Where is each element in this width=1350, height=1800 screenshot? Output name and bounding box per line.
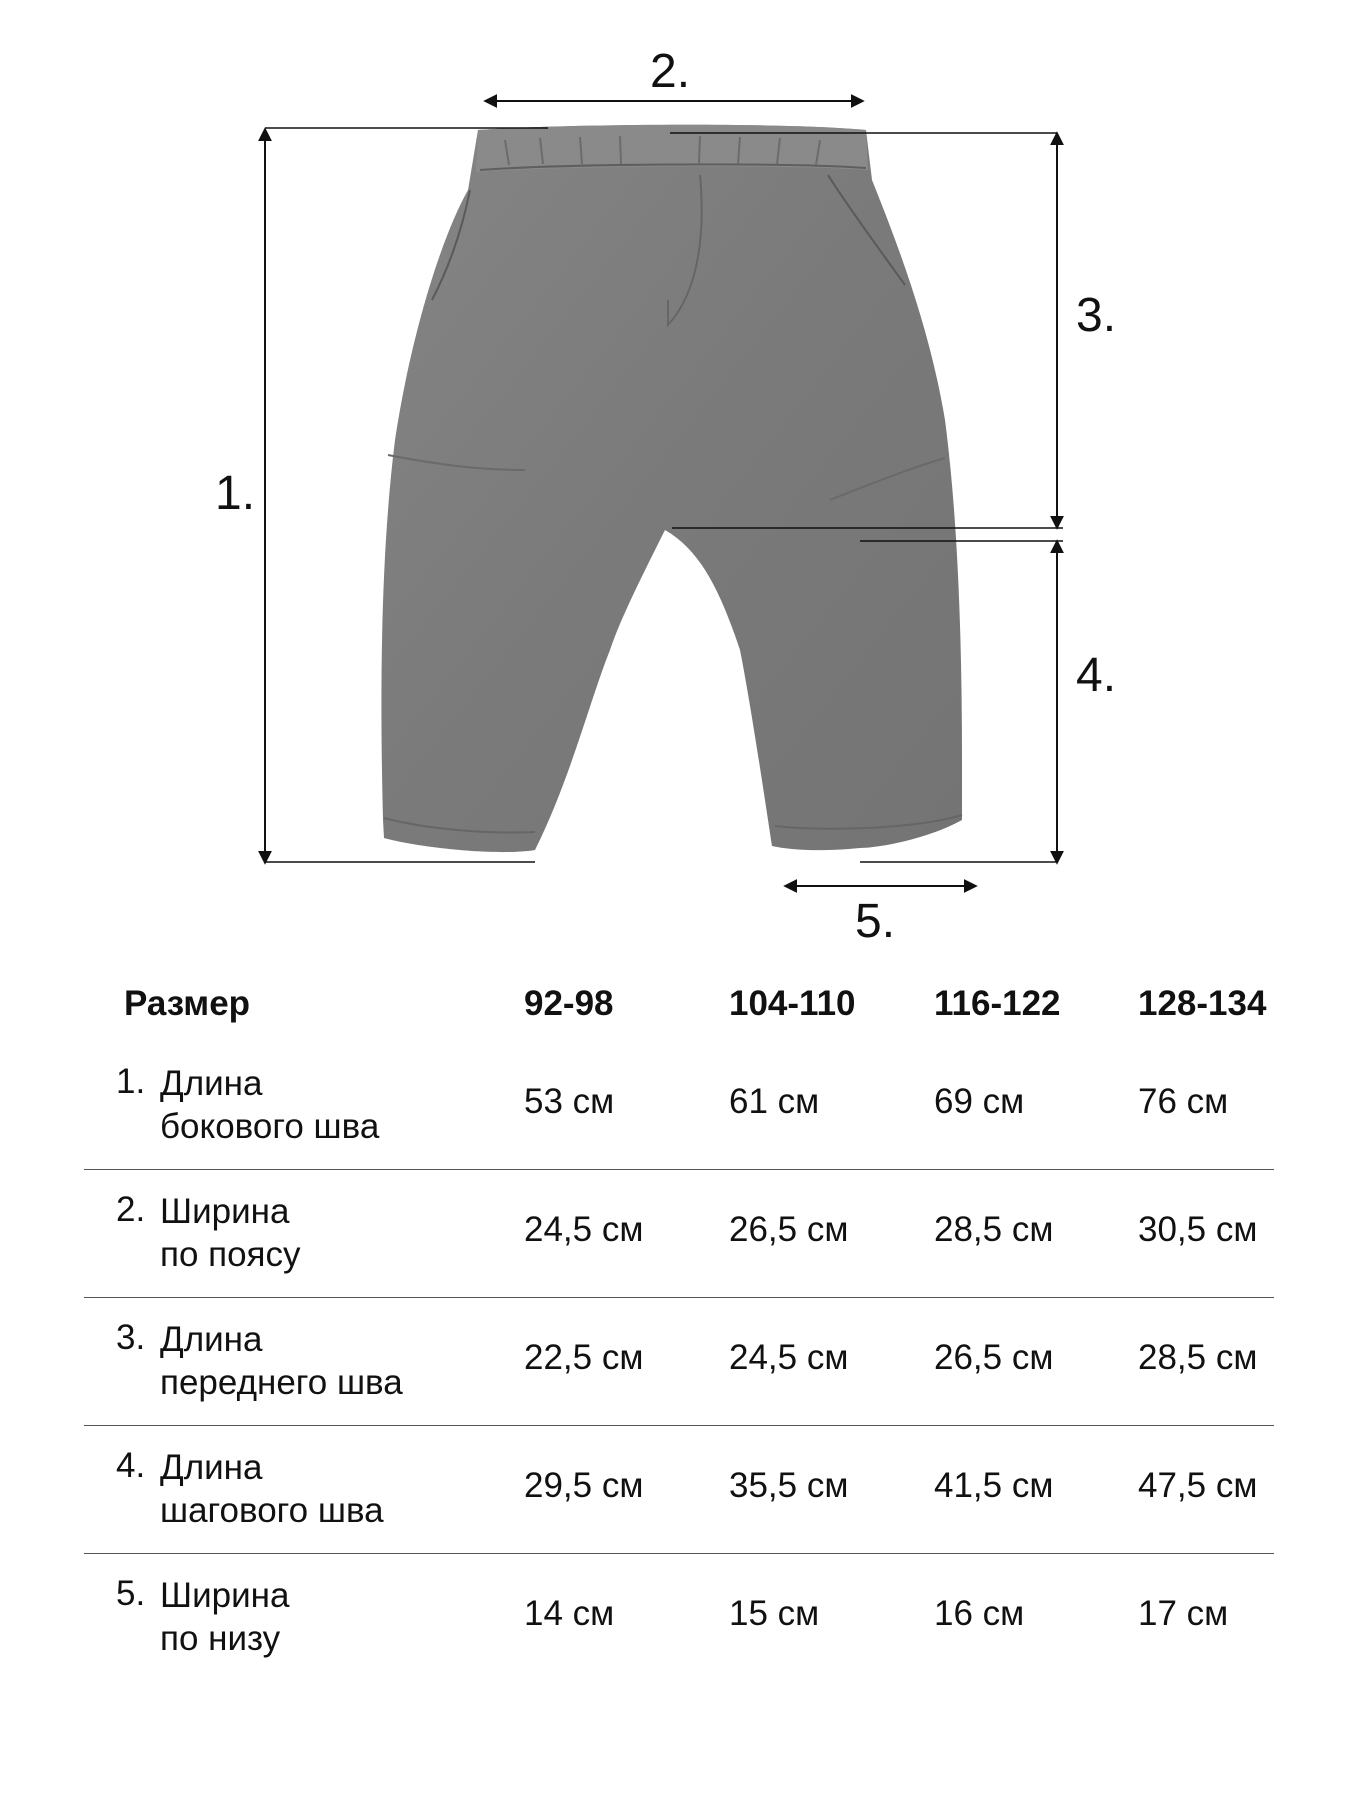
table-row: [84, 1169, 1274, 1297]
measure-label-3: 3.: [1076, 289, 1117, 342]
row-name-line1: Длина: [160, 1320, 263, 1359]
row-value: 76 см: [1138, 1082, 1229, 1121]
row-name-line2: по низу: [160, 1619, 281, 1658]
row-value: 28,5 см: [934, 1210, 1054, 1249]
table-row: [84, 1553, 1274, 1681]
row-name-line1: Длина: [160, 1448, 263, 1487]
row-name: [160, 1574, 490, 1660]
row-value: 30,5 см: [1138, 1210, 1258, 1249]
row-number: 1.: [116, 1062, 146, 1101]
row-name: [160, 1062, 490, 1148]
size-header-2: 116-122: [934, 984, 1061, 1023]
row-value: 28,5 см: [1138, 1338, 1258, 1377]
row-value: 15 см: [729, 1594, 820, 1633]
row-value: 24,5 см: [729, 1338, 849, 1377]
pants-body: [381, 125, 962, 852]
row-number: 3.: [116, 1318, 146, 1357]
row-name-line2: бокового шва: [160, 1107, 380, 1146]
row-value: 16 см: [934, 1594, 1025, 1633]
row-number: 5.: [116, 1574, 146, 1613]
row-name: [160, 1446, 490, 1532]
size-header-3: 128-134: [1138, 984, 1267, 1023]
size-table-header: [84, 970, 1274, 1042]
row-name-line1: Ширина: [160, 1576, 290, 1615]
row-value: 29,5 см: [524, 1466, 644, 1505]
row-value: 35,5 см: [729, 1466, 849, 1505]
row-name-line2: переднего шва: [160, 1363, 403, 1402]
measure-label-5: 5.: [855, 895, 896, 948]
row-name-line2: шагового шва: [160, 1491, 384, 1530]
measure-label-1: 1.: [215, 467, 256, 520]
row-value: 53 см: [524, 1082, 615, 1121]
table-row: [84, 1425, 1274, 1553]
measure-label-2: 2.: [650, 45, 691, 98]
row-value: 22,5 см: [524, 1338, 644, 1377]
table-row: [84, 1297, 1274, 1425]
row-value: 41,5 см: [934, 1466, 1054, 1505]
row-value: 69 см: [934, 1082, 1025, 1121]
size-header-1: 104-110: [729, 984, 856, 1023]
row-value: 14 см: [524, 1594, 615, 1633]
row-name-line1: Длина: [160, 1064, 263, 1103]
row-name-line2: по поясу: [160, 1235, 301, 1274]
row-value: 17 см: [1138, 1594, 1229, 1633]
row-value: 61 см: [729, 1082, 820, 1121]
row-number: 4.: [116, 1446, 146, 1485]
row-value: 26,5 см: [934, 1338, 1054, 1377]
size-header-0: 92-98: [524, 984, 614, 1023]
row-value: 24,5 см: [524, 1210, 644, 1249]
row-name-line1: Ширина: [160, 1192, 290, 1231]
size-header-label: Размер: [124, 984, 251, 1023]
row-value: 47,5 см: [1138, 1466, 1258, 1505]
row-number: 2.: [116, 1190, 146, 1229]
measure-label-4: 4.: [1076, 649, 1117, 702]
table-row: [84, 1042, 1274, 1169]
row-value: 26,5 см: [729, 1210, 849, 1249]
row-name: [160, 1190, 490, 1276]
row-name: [160, 1318, 490, 1404]
size-table: [84, 970, 1274, 1681]
